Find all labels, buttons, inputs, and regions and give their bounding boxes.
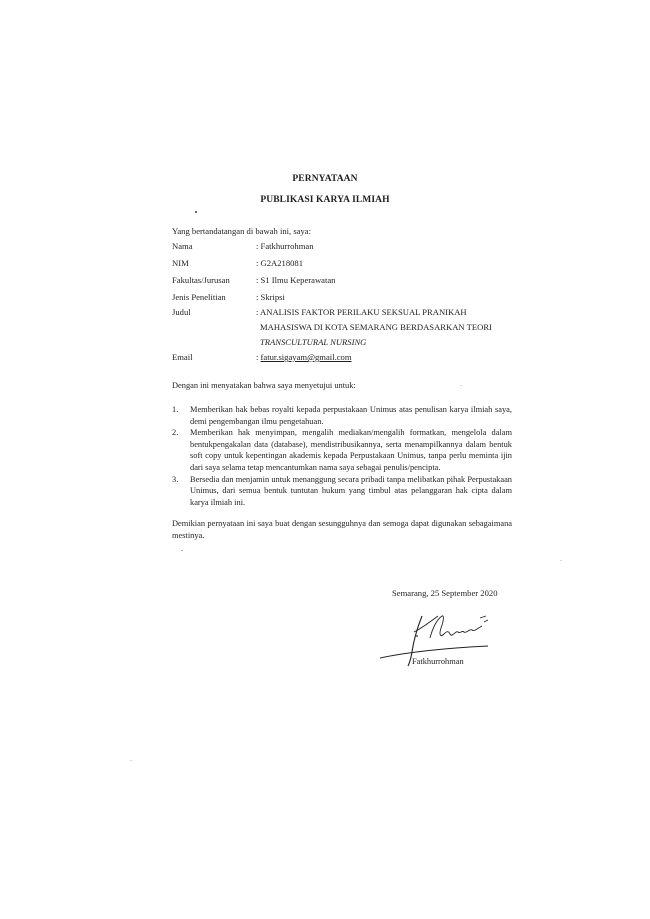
field-label: Nama xyxy=(172,241,193,251)
list-item xyxy=(172,404,512,427)
judul-line-2: MAHASISWA DI KOTA SEMARANG BERDASARKAN TEORI xyxy=(260,322,492,332)
field-value: : Skripsi xyxy=(256,292,285,302)
document-title: PERNYATAAN xyxy=(292,174,358,184)
field-value: : Fatkhurrohman xyxy=(256,241,314,251)
field-label: Judul xyxy=(172,307,191,317)
field-value: : ANALISIS FAKTOR PERILAKU SEKSUAL PRANIKAH xyxy=(256,307,467,317)
email-link[interactable]: fatur.sigayam@gmail.com xyxy=(260,352,352,362)
item-text: Bersedia dan menjamin untuk menanggung secara pribadi tanpa melibatkan pihak Perpustakaan Unimus, dari semua bentuk tuntutan hukum yang timbul atas pelanggaran hak cipta dalam karya ilmiah ini. xyxy=(190,474,512,507)
signer-name: Fatkhurrohman xyxy=(412,657,464,666)
agreement-list xyxy=(172,404,512,508)
scan-speck xyxy=(560,560,562,561)
stray-mark xyxy=(195,211,197,213)
field-label: Fakultas/Jurusan xyxy=(172,275,230,285)
email-prefix: : xyxy=(256,352,261,362)
field-value: : G2A218081 xyxy=(256,258,304,268)
item-number: 3. xyxy=(172,474,179,484)
statement-text: Dengan ini menyatakan bahwa saya menyetujui untuk: xyxy=(172,381,356,390)
field-label: Email xyxy=(172,352,193,362)
item-text: Memberikan hak menyimpan, mengalih mediakan/mengalih formatkan, mengelola dalam bentukpengakalan data (database), mendistribusikannya, serta menampilkannya dalam bentuk soft copy untuk kepentingan akademis kepada Perpustakaan Unimus, tanpa perlu meminta ijin dari saya selama tetap mencantumkan nama saya sebagai penulis/pencipta. xyxy=(190,428,512,472)
field-label: NIM xyxy=(172,258,189,268)
judul-line-3: TRANSCULTURAL NURSING xyxy=(260,337,367,347)
field-value: : S1 Ilmu Keperawatan xyxy=(256,275,336,285)
document-subtitle: PUBLIKASI KARYA ILMIAH xyxy=(260,195,390,205)
intro-text: Yang bertandatangan di bawah ini, saya: xyxy=(172,226,311,236)
item-number: 2. xyxy=(172,428,179,438)
stray-mark: ˇ xyxy=(181,549,184,557)
place-date: Semarang, 25 September 2020 xyxy=(392,588,498,598)
item-number: 1. xyxy=(172,405,179,414)
field-label: Jenis Penelitian xyxy=(172,292,226,302)
list-item xyxy=(172,474,512,509)
list-item xyxy=(172,427,512,473)
scan-speck xyxy=(460,385,462,386)
closing-text: Demikian pernyataan ini saya buat dengan sesungguhnya dan semoga dapat digunakan sebagaimana mestinya. xyxy=(172,519,512,540)
item-text: Memberikan hak bebas royalti kepada perpustakaan Unimus atas penulisan karya ilmiah saya, demi pengembangan ilmu pengetahuan. xyxy=(190,405,512,426)
scan-speck xyxy=(130,760,132,761)
field-value xyxy=(256,352,352,362)
